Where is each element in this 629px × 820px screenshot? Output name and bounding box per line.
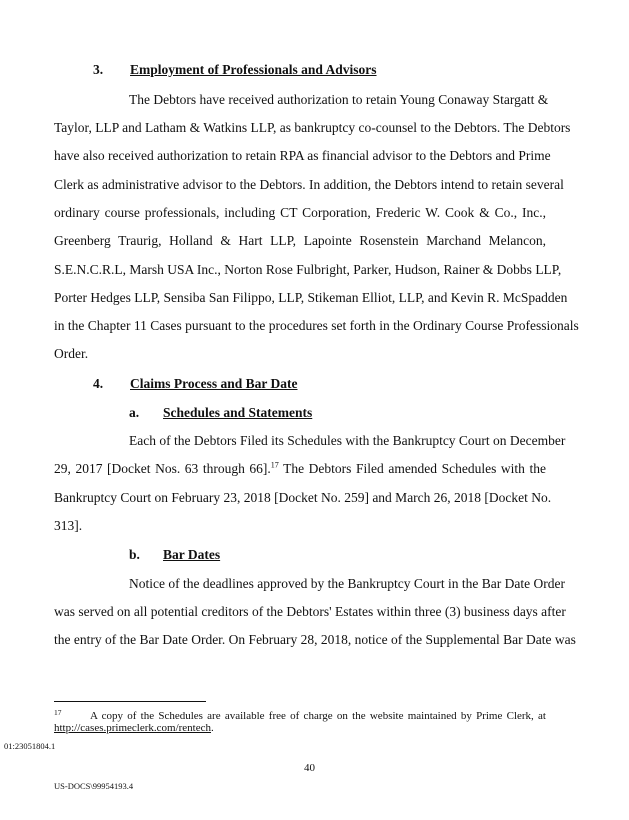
section-4-title: Claims Process and Bar Date — [130, 376, 298, 391]
paragraph-line: in the Chapter 11 Cases pursuant to the procedures set forth in the Ordinary Course Professionals — [54, 318, 579, 333]
section-3-number: 3. — [93, 62, 104, 77]
paragraph-line: Porter Hedges LLP, Sensiba San Filippo, LLP, Stikeman Elliot, LLP, and Kevin R. McSpadden — [54, 290, 568, 305]
docket-text: 29, 2017 [Docket Nos. 63 through 66]. — [54, 461, 271, 476]
section-4a-title: Schedules and Statements — [163, 405, 313, 420]
footnote-rule — [54, 701, 206, 702]
bottom-document-id: US-DOCS\99954193.4 — [54, 781, 134, 791]
page-number: 40 — [304, 762, 315, 774]
paragraph-line: Greenberg Traurig, Holland & Hart LLP, Lapointe Rosenstein Marchand Melancon, — [54, 233, 546, 248]
paragraph-line: the entry of the Bar Date Order. On February 28, 2018, notice of the Supplemental Bar Date was — [54, 632, 576, 647]
section-4b-number: b. — [129, 547, 140, 562]
paragraph-line: Bankruptcy Court on February 23, 2018 [Docket No. 259] and March 26, 2018 [Docket No. — [54, 490, 552, 505]
section-4b-title: Bar Dates — [163, 547, 221, 562]
footnote-reference: 17 — [270, 460, 279, 470]
paragraph-line: was served on all potential creditors of the Debtors' Estates within three (3) business days after — [54, 604, 566, 619]
amended-text: The Debtors Filed amended Schedules with the — [278, 461, 546, 476]
paragraph-line: have also received authorization to retain RPA as financial advisor to the Debtors and Prime — [54, 148, 551, 163]
footnote-marker: 17 — [54, 708, 62, 717]
left-document-id: 01:23051804.1 — [4, 741, 56, 751]
paragraph-line: Each of the Debtors Filed its Schedules with the Bankruptcy Court on December — [129, 433, 566, 448]
paragraph-line: Clerk as administrative advisor to the Debtors. In addition, the Debtors intend to retain several — [54, 177, 564, 192]
paragraph-line: ordinary course professionals, including CT Corporation, Frederic W. Cook & Co., Inc., — [54, 205, 546, 220]
paragraph-line: 313]. — [54, 518, 83, 533]
paragraph-line — [54, 461, 546, 477]
paragraph-line: Taylor, LLP and Latham & Watkins LLP, as bankruptcy co-counsel to the Debtors. The Debtors — [54, 120, 571, 135]
footnote-link[interactable]: http://cases.primeclerk.com/rentech — [54, 722, 211, 734]
paragraph-line: S.E.N.C.R.L, Marsh USA Inc., Norton Rose Fulbright, Parker, Hudson, Rainer & Dobbs LLP, — [54, 262, 562, 277]
section-3-title: Employment of Professionals and Advisors — [130, 62, 377, 77]
paragraph-line: Order. — [54, 346, 89, 361]
footnote-link-suffix: . — [211, 722, 214, 734]
footnote-text: A copy of the Schedules are available free of charge on the website maintained by Prime Clerk, at — [90, 710, 546, 722]
footnote-link-line — [54, 722, 214, 735]
section-4-number: 4. — [93, 376, 104, 391]
paragraph-line: Notice of the deadlines approved by the Bankruptcy Court in the Bar Date Order — [129, 576, 565, 591]
section-4a-number: a. — [129, 405, 140, 420]
paragraph-line: The Debtors have received authorization to retain Young Conaway Stargatt & — [129, 92, 549, 107]
